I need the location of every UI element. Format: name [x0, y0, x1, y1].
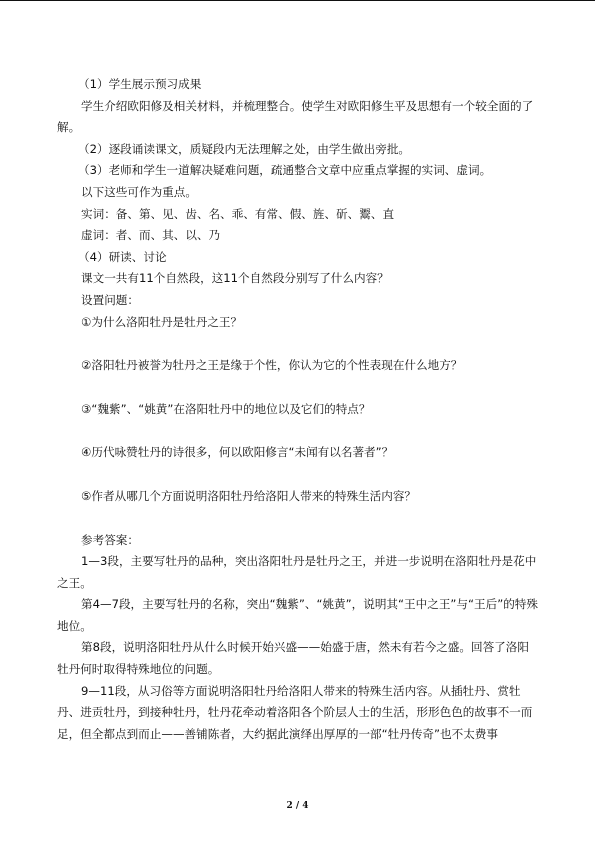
step-heading: （1）学生展示预习成果 — [78, 77, 202, 91]
question-item: ①为什么洛阳牡丹是牡丹之王？ — [81, 314, 243, 329]
answers-heading: 参考答案： — [81, 532, 139, 547]
document-body — [57, 74, 539, 745]
step-heading: （4）研读、讨论 — [78, 249, 167, 264]
step-heading: （2）逐段诵读课文，质疑段内无法理解之处，由学生做出旁批。 — [78, 141, 411, 156]
question-item: ②洛阳牡丹被誉为牡丹之王是缘于个性，你认为它的个性表现在什么地方？ — [81, 358, 463, 373]
paragraph: 课文一共有11个自然段，这11个自然段分别写了什么内容？ — [81, 271, 389, 286]
question-item: ④历代咏赞牡丹的诗很多，何以欧阳修言“未闻有以名著者”？ — [81, 445, 394, 460]
answer-paragraph: 1—3段，主要写牡丹的品种，突出洛阳牡丹是牡丹之王，并进一步说明在洛阳牡丹是花中之王。 — [57, 554, 537, 590]
key-words-function: 虚词：者、而、其、以、乃 — [81, 228, 221, 243]
key-words-notional: 实词：备、第、见、齿、名、乖、有常、假、旌、斫、鬻、直 — [81, 206, 395, 221]
answer-paragraph: 第8段，说明洛阳牡丹从什么时候开始兴盛——始盛于唐，然未有若今之盛。回答了洛阳牡丹何时取得特殊地位的问题。 — [57, 640, 529, 677]
header-rule — [0, 0, 595, 1]
question-item: ⑤作者从哪几个方面说明洛阳牡丹给洛阳人带来的特殊生活内容？ — [81, 488, 417, 503]
answer-paragraph: 9—11段，从习俗等方面说明洛阳牡丹给洛阳人带来的特殊生活内容。从插牡丹、赏牡丹、进贡牡丹，到接种牡丹，牡丹花牵动着洛阳各个阶层人士的生活，形形色色的故事不一而足，但全都点到而止——善铺陈者，大约据此演绎出厚厚的一部“牡丹传奇”也不太费事 — [57, 683, 533, 741]
page-number: 2 / 4 — [286, 801, 309, 811]
answer-paragraph: 第4—7段，主要写牡丹的名称，突出“魏紫”、“姚黄”，说明其“王中之王”与“王后”的特殊地位。 — [57, 597, 538, 633]
question-item: ③“魏紫”、“姚黄”在洛阳牡丹中的地位以及它们的特点？ — [81, 401, 371, 416]
paragraph: 以下这些可作为重点。 — [81, 184, 197, 199]
paragraph: 学生介绍欧阳修及相关材料，并梳理整合。使学生对欧阳修生平及思想有一个较全面的了解。 — [57, 98, 534, 135]
step-heading: （3）老师和学生一道解决疑难问题，疏通整合文章中应重点掌握的实词、虚词。 — [78, 163, 492, 178]
questions-label: 设置问题： — [81, 292, 139, 307]
